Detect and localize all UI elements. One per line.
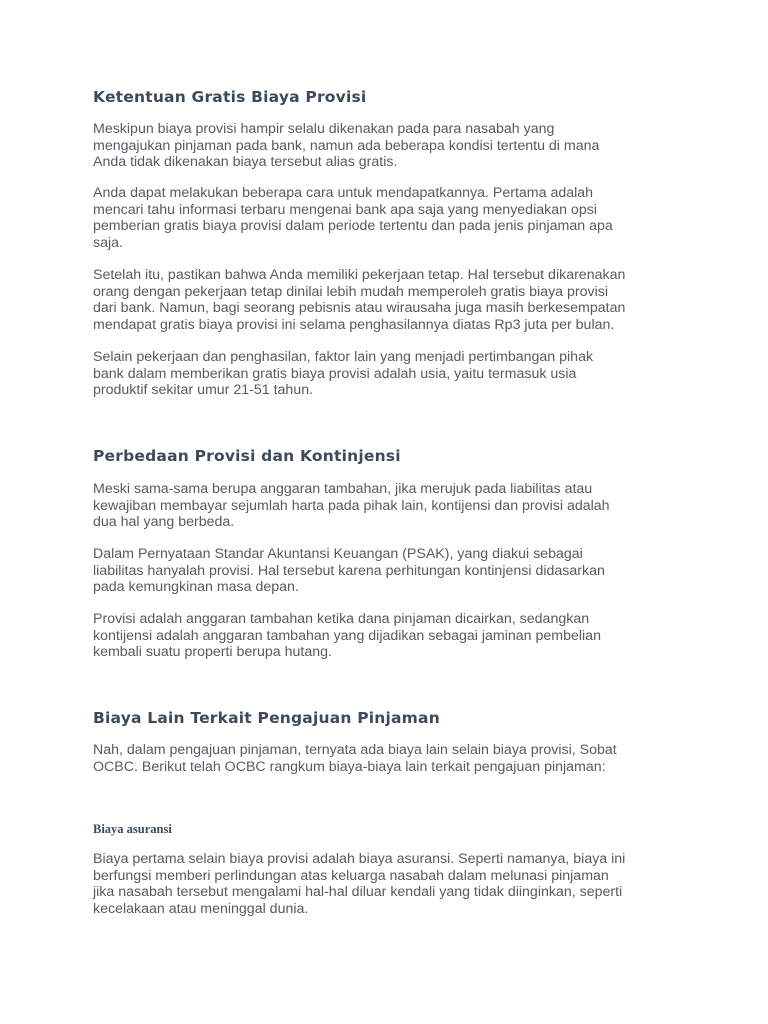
text-line: pada kemungkinan masa depan.: [93, 579, 299, 596]
section-heading: Ketentuan Gratis Biaya Provisi: [93, 88, 367, 106]
text-line: Setelah itu, pastikan bahwa Anda memiliki pekerjaan tetap. Hal tersebut dikarenakan: [93, 267, 626, 283]
paragraph: [93, 611, 683, 661]
text-line: Anda tidak dikenakan biaya tersebut alias gratis.: [93, 154, 398, 171]
text-line: OCBC. Berikut telah OCBC rangkum biaya-biaya lain terkait pengajuan pinjaman:: [93, 758, 606, 775]
text-line: Nah, dalam pengajuan pinjaman, ternyata ada biaya lain selain biaya provisi, Sobat: [93, 742, 617, 758]
text-line: Dalam Pernyataan Standar Akuntansi Keuangan (PSAK), yang diakui sebagai: [93, 546, 583, 562]
subsection-heading: Biaya asuransi: [93, 822, 172, 836]
section-heading: Perbedaan Provisi dan Kontinjensi: [93, 447, 401, 465]
text-line: produktif sekitar umur 21-51 tahun.: [93, 382, 314, 399]
text-line: bank dalam memberikan gratis biaya provisi adalah usia, yaitu termasuk usia: [93, 365, 577, 382]
paragraph: [93, 349, 683, 399]
text-line: Meskipun biaya provisi hampir selalu dikenakan pada para nasabah yang: [93, 121, 555, 137]
paragraph: [93, 267, 683, 333]
paragraph: [93, 546, 683, 596]
section-heading: Biaya Lain Terkait Pengajuan Pinjaman: [93, 709, 440, 727]
text-line: Anda dapat melakukan beberapa cara untuk mendapatkannya. Pertama adalah: [93, 185, 594, 201]
text-line: berfungsi memberi perlindungan atas keluarga nasabah dalam melunasi pinjaman: [93, 867, 609, 884]
text-line: dari bank. Namun, bagi seorang pebisnis atau wirausaha juga masih berkesempatan: [93, 300, 626, 317]
text-line: kembali suatu properti berupa hutang.: [93, 644, 332, 661]
paragraph: [93, 742, 683, 775]
text-line: kontijensi adalah anggaran tambahan yang dijadikan sebagai jaminan pembelian: [93, 627, 601, 644]
text-line: Meski sama-sama berupa anggaran tambahan, jika merujuk pada liabilitas atau: [93, 481, 593, 497]
text-line: mengajukan pinjaman pada bank, namun ada beberapa kondisi tertentu di mana: [93, 137, 600, 154]
text-line: mencari tahu informasi terbaru mengenai bank apa saja yang menyediakan opsi: [93, 201, 597, 218]
text-line: liabilitas hanyalah provisi. Hal tersebut karena perhitungan kontinjensi didasarkan: [93, 562, 605, 579]
text-line: dua hal yang berbeda.: [93, 514, 235, 531]
text-line: kewajiban membayar sejumlah harta pada pihak lain, kontijensi dan provisi adalah: [93, 497, 610, 514]
text-line: saja.: [93, 234, 123, 251]
text-line: mendapat gratis biaya provisi ini selama penghasilannya diatas Rp3 juta per bulan.: [93, 316, 615, 333]
paragraph: [93, 481, 683, 531]
text-line: pemberian gratis biaya provisi dalam periode tertentu dan pada jenis pinjaman apa: [93, 218, 613, 235]
text-line: orang dengan pekerjaan tetap dinilai lebih mudah memperoleh gratis biaya provisi: [93, 283, 609, 300]
paragraph: [93, 851, 683, 917]
paragraph: [93, 121, 683, 171]
text-line: Provisi adalah anggaran tambahan ketika dana pinjaman dicairkan, sedangkan: [93, 611, 590, 627]
paragraph: [93, 185, 683, 251]
text-line: Biaya pertama selain biaya provisi adalah biaya asuransi. Seperti namanya, biaya ini: [93, 851, 626, 867]
text-line: Selain pekerjaan dan penghasilan, faktor lain yang menjadi pertimbangan pihak: [93, 349, 594, 365]
text-line: kecelakaan atau meninggal dunia.: [93, 900, 309, 917]
text-line: jika nasabah tersebut mengalami hal-hal diluar kendali yang tidak diinginkan, seperti: [93, 884, 623, 901]
